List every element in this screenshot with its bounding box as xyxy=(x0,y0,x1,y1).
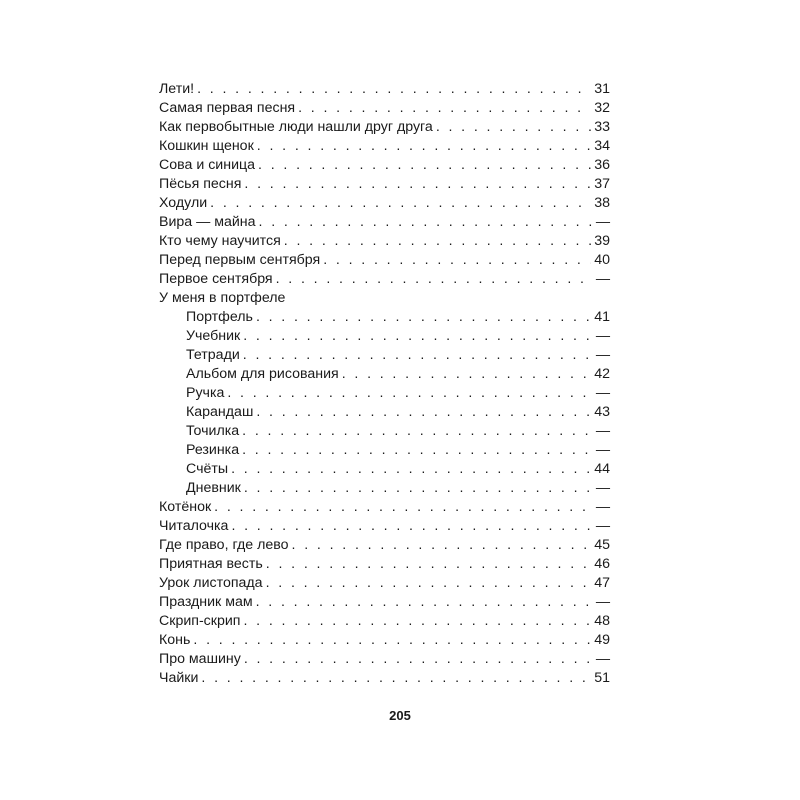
dot-leader xyxy=(214,498,593,517)
dot-leader xyxy=(256,308,591,327)
dot-leader xyxy=(201,669,591,688)
toc-entry-title: Ручка xyxy=(186,385,225,401)
dot-leader xyxy=(210,194,591,213)
toc-entry-title: Приятная весть xyxy=(159,556,263,572)
toc-entry xyxy=(159,175,610,194)
toc-entry-page: 44 xyxy=(594,461,610,477)
toc-entry xyxy=(159,593,610,612)
toc-entry-title: Котёнок xyxy=(159,499,212,515)
dot-leader xyxy=(259,213,593,232)
toc-entry-page: 43 xyxy=(594,404,610,420)
dot-leader xyxy=(243,327,593,346)
dot-leader xyxy=(243,612,591,631)
toc-entry-page: — xyxy=(595,328,610,344)
dot-leader xyxy=(257,137,591,156)
toc-entry xyxy=(159,289,610,308)
toc-entry-page: 33 xyxy=(594,119,610,135)
toc-entry-title: Скрип-скрип xyxy=(159,613,241,629)
toc-entry xyxy=(159,479,610,498)
dot-leader xyxy=(256,403,591,422)
toc-entry xyxy=(159,536,610,555)
toc-entry-title: Конь xyxy=(159,632,191,648)
dot-leader xyxy=(266,555,591,574)
toc-entry-page: 48 xyxy=(594,613,610,629)
toc-entry-title: Урок листопада xyxy=(159,575,263,591)
toc-entry-title: Карандаш xyxy=(186,404,254,420)
toc-entry xyxy=(159,555,610,574)
toc-entry-title: Тетради xyxy=(186,347,240,363)
toc-entry-title: Кто чему научится xyxy=(159,233,281,249)
toc-entry-page: — xyxy=(595,347,610,363)
toc-entry-title: Где право, где лево xyxy=(159,537,289,553)
toc-entry xyxy=(159,669,610,688)
toc-entry-title: Самая первая песня xyxy=(159,100,296,116)
toc-entry-page: 39 xyxy=(594,233,610,249)
dot-leader xyxy=(436,118,591,137)
dot-leader xyxy=(193,631,591,650)
toc-entry xyxy=(159,441,610,460)
toc-entry-title: Пёсья песня xyxy=(159,176,242,192)
dot-leader xyxy=(276,270,593,289)
dot-leader xyxy=(231,460,591,479)
toc-entry-page: 45 xyxy=(594,537,610,553)
toc-entry xyxy=(159,251,610,270)
toc-entry-page: 46 xyxy=(594,556,610,572)
dot-leader xyxy=(323,251,591,270)
toc-entry-page: 36 xyxy=(594,157,610,173)
toc-entry xyxy=(159,327,610,346)
toc-entry xyxy=(159,384,610,403)
dot-leader xyxy=(258,156,591,175)
toc-entry xyxy=(159,517,610,536)
toc-entry-page: — xyxy=(595,271,610,287)
toc-entry xyxy=(159,422,610,441)
toc-entry-page: 37 xyxy=(594,176,610,192)
toc-entry xyxy=(159,460,610,479)
table-of-contents xyxy=(159,80,610,688)
toc-entry-page: — xyxy=(595,499,610,515)
dot-leader xyxy=(298,99,591,118)
toc-entry-title: Чайки xyxy=(159,670,199,686)
toc-entry xyxy=(159,650,610,669)
dot-leader xyxy=(197,80,591,99)
toc-entry xyxy=(159,137,610,156)
toc-entry-title: Праздник мам xyxy=(159,594,253,610)
dot-leader xyxy=(242,441,593,460)
toc-entry-page: — xyxy=(595,594,610,610)
toc-entry-title: Счёты xyxy=(186,461,229,477)
toc-entry xyxy=(159,194,610,213)
dot-leader xyxy=(266,574,592,593)
toc-entry-title: Резинка xyxy=(186,442,240,458)
toc-entry xyxy=(159,403,610,422)
toc-entry-title: Про машину xyxy=(159,651,241,667)
toc-entry xyxy=(159,574,610,593)
toc-entry xyxy=(159,346,610,365)
toc-entry-title: Дневник xyxy=(186,480,241,496)
toc-entry-page: — xyxy=(595,442,610,458)
dot-leader xyxy=(227,384,592,403)
toc-entry-title: Учебник xyxy=(186,328,241,344)
toc-entry-title: Перед первым сентября xyxy=(159,252,321,268)
toc-entry xyxy=(159,308,610,327)
toc-entry-title: Лети! xyxy=(159,81,195,97)
toc-entry-title: Вира — майна xyxy=(159,214,256,230)
toc-entry xyxy=(159,232,610,251)
toc-entry-title: Альбом для рисования xyxy=(186,366,339,382)
toc-entry-title: Сова и синица xyxy=(159,157,256,173)
toc-entry-page: — xyxy=(595,214,610,230)
toc-entry-title: Портфель xyxy=(186,309,253,325)
toc-entry xyxy=(159,631,610,650)
dot-leader xyxy=(242,422,593,441)
toc-entry-page: 32 xyxy=(594,100,610,116)
toc-entry xyxy=(159,156,610,175)
toc-entry-title: Кошкин щенок xyxy=(159,138,254,154)
toc-entry xyxy=(159,270,610,289)
toc-entry-title: Точилка xyxy=(186,423,240,439)
toc-entry-page: 49 xyxy=(594,632,610,648)
dot-leader xyxy=(256,593,593,612)
toc-entry xyxy=(159,365,610,384)
page-number: 205 xyxy=(389,708,411,723)
toc-entry-title: У меня в портфеле xyxy=(159,290,286,306)
toc-entry-page: 51 xyxy=(594,670,610,686)
toc-entry-page: 38 xyxy=(594,195,610,211)
dot-leader xyxy=(342,365,592,384)
toc-entry-page: — xyxy=(595,385,610,401)
toc-entry-title: Первое сентября xyxy=(159,271,273,287)
dot-leader xyxy=(244,479,593,498)
dot-leader xyxy=(231,517,592,536)
dot-leader xyxy=(244,175,591,194)
toc-entry-page: 47 xyxy=(594,575,610,591)
toc-entry-page: — xyxy=(595,423,610,439)
toc-entry-page: 42 xyxy=(594,366,610,382)
dot-leader xyxy=(244,650,593,669)
toc-entry xyxy=(159,118,610,137)
toc-entry-title: Ходули xyxy=(159,195,208,211)
toc-entry-title: Как первобытные люди нашли друг друга xyxy=(159,119,433,135)
toc-entry xyxy=(159,612,610,631)
dot-leader xyxy=(284,232,591,251)
toc-entry xyxy=(159,498,610,517)
dot-leader xyxy=(243,346,593,365)
toc-entry-page: — xyxy=(595,651,610,667)
toc-entry-page: — xyxy=(595,480,610,496)
toc-entry-title: Читалочка xyxy=(159,518,229,534)
toc-entry-page: 41 xyxy=(594,309,610,325)
toc-entry-page: — xyxy=(595,518,610,534)
toc-entry xyxy=(159,99,610,118)
toc-entry-page: 31 xyxy=(594,81,610,97)
toc-entry-page: 40 xyxy=(594,252,610,268)
dot-leader xyxy=(292,536,592,555)
toc-entry xyxy=(159,80,610,99)
toc-entry xyxy=(159,213,610,232)
toc-entry-page: 34 xyxy=(594,138,610,154)
